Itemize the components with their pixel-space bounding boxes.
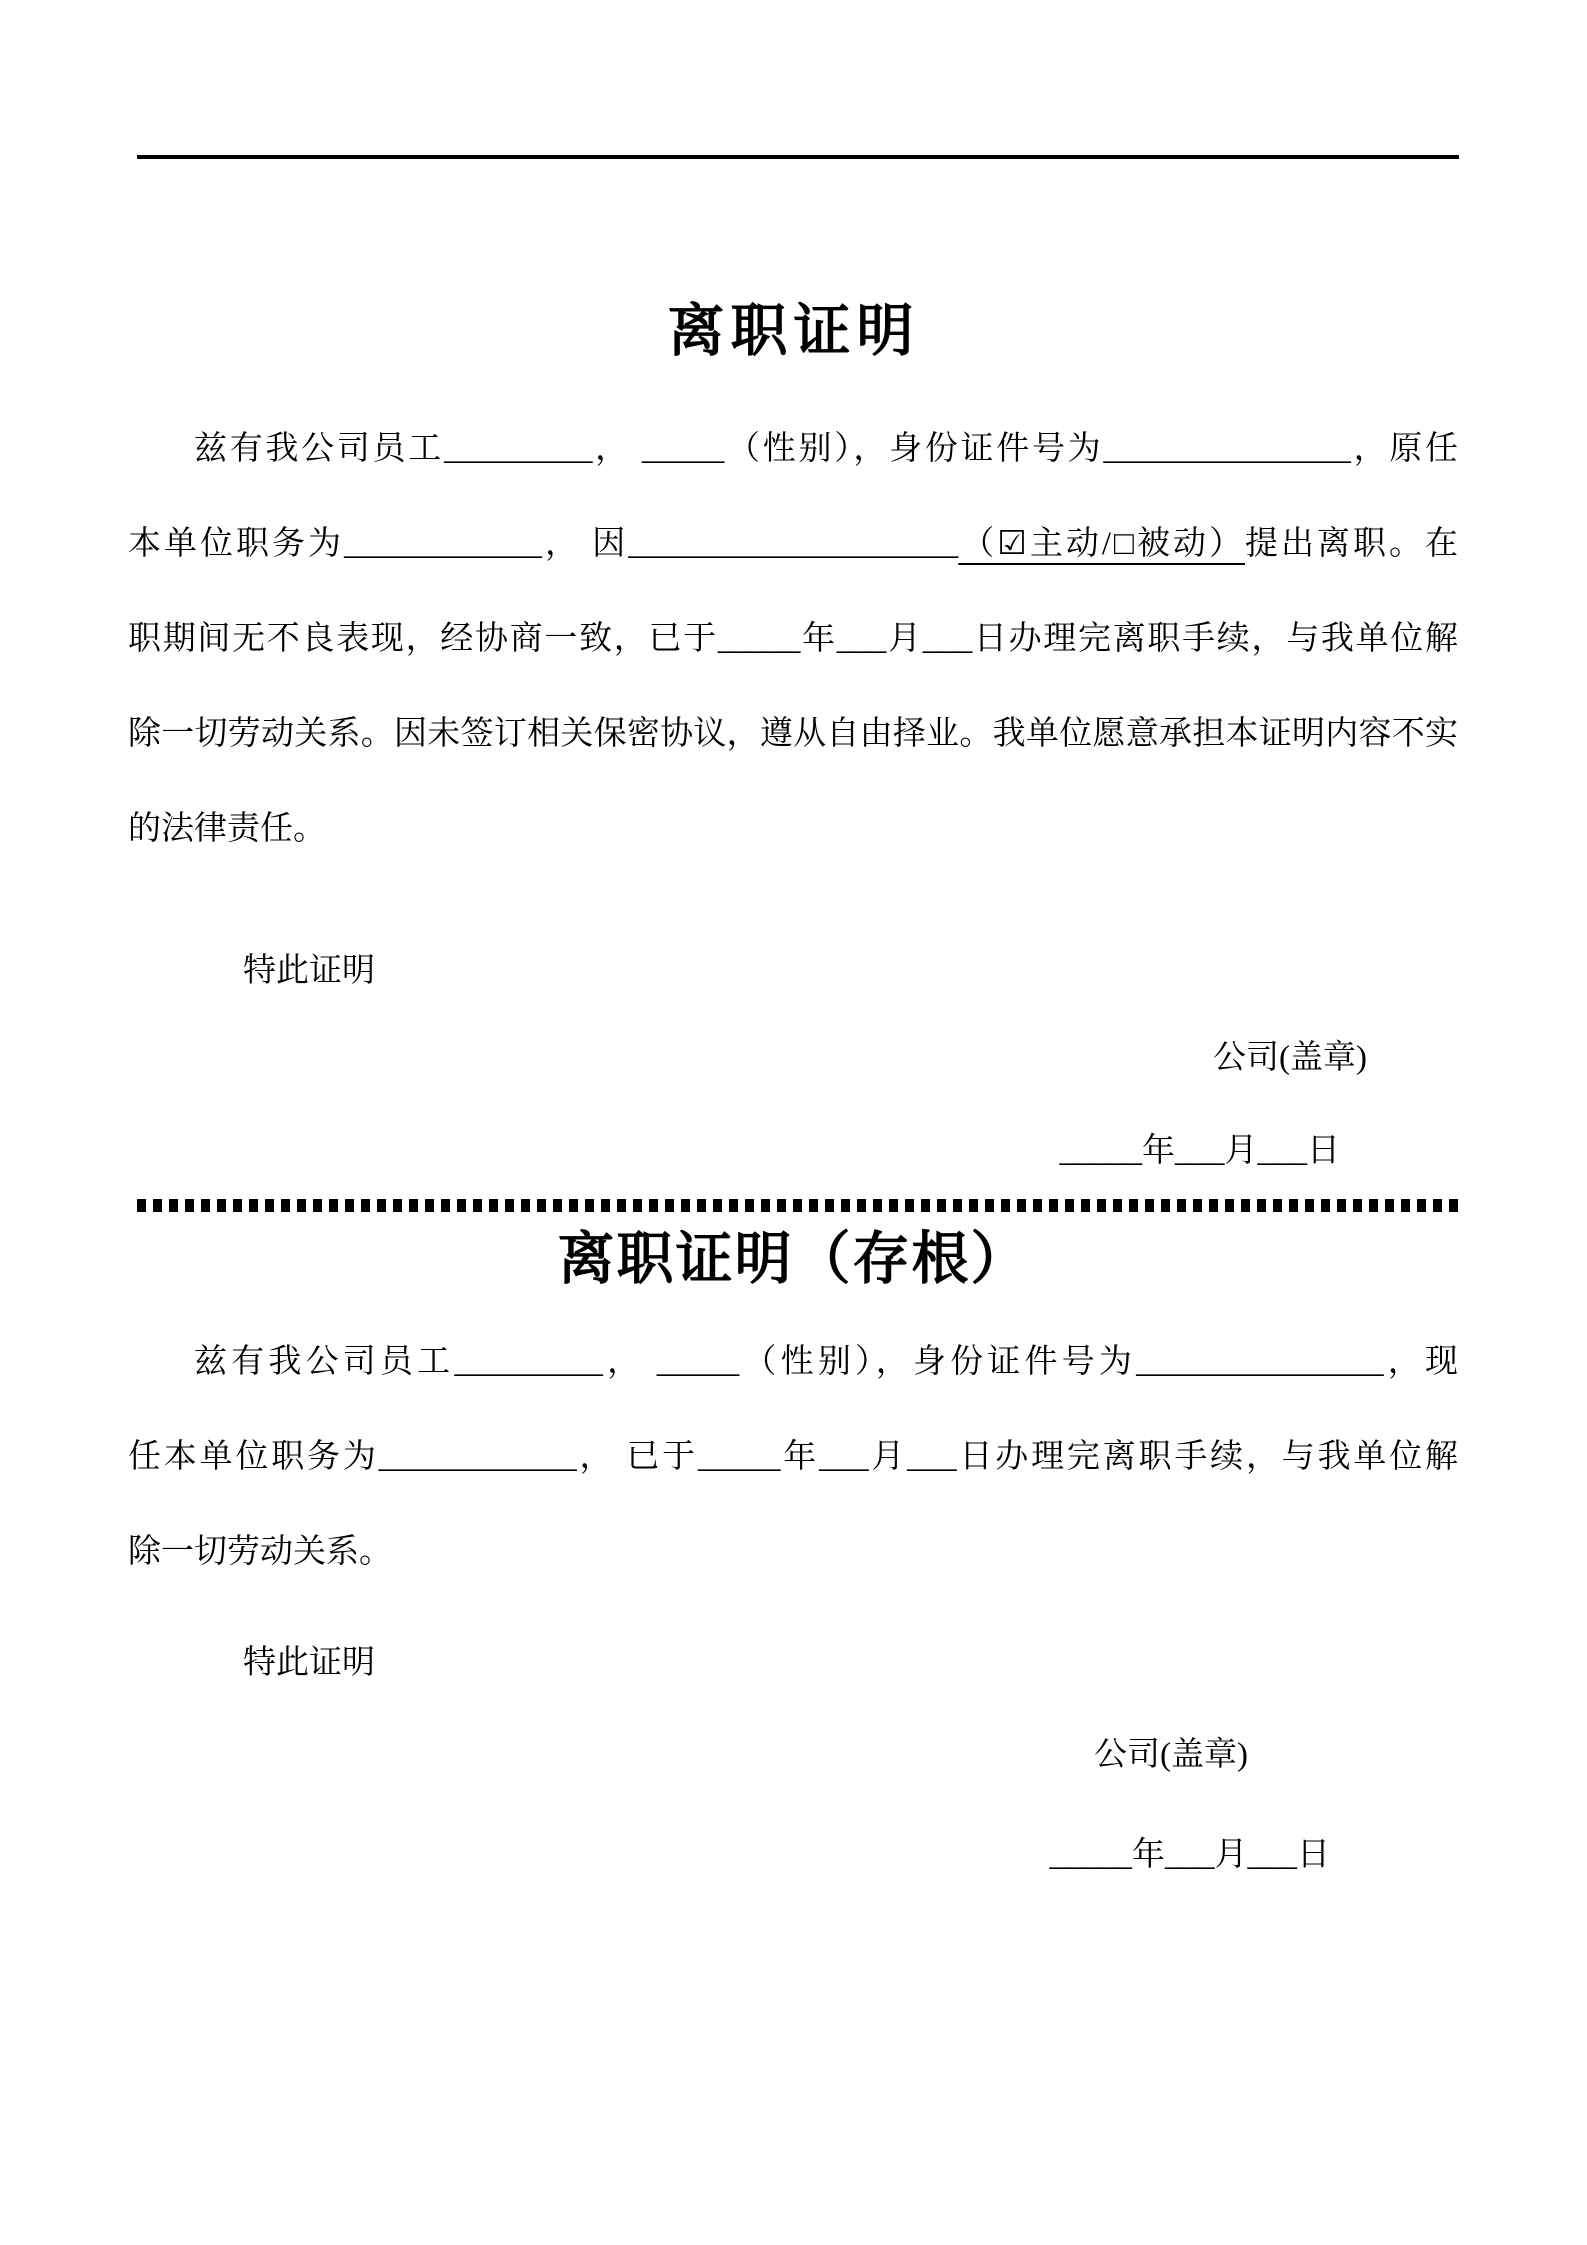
stub-company-seal-label: 公司(盖章) <box>1094 1737 1248 1773</box>
certificate-paragraph <box>128 402 1458 877</box>
stub-title: 离职证明（存根） <box>557 1228 1030 1291</box>
resign-type-checkbox-options: （☑主动/□被动） <box>958 526 1245 562</box>
top-rule <box>137 155 1459 159</box>
certificate-line-5: 的法律责任。 <box>128 811 326 847</box>
stub-paragraph <box>128 1315 1458 1600</box>
stub-line-2: 任本单位职务为____________， 已于_____年___月___日办理完离职手续，与我单位解 <box>128 1439 1458 1475</box>
certificate-line-4: 除一切劳动关系。因未签订相关保密协议，遵从自由择业。我单位愿意承担本证明内容不实 <box>128 716 1458 752</box>
stub-line-1: 兹有我公司员工_________， _____（性别），身份证件号为_______________，现 <box>194 1344 1458 1380</box>
tear-line-separator <box>137 1199 1459 1212</box>
certificate-date-line: _____年___月___日 <box>1059 1133 1340 1169</box>
certificate-closing: 特此证明 <box>243 953 375 989</box>
certificate-line-2 <box>128 497 1458 592</box>
certificate-line-3: 职期间无不良表现，经协商一致，已于_____年___月___日办理完离职手续，与我单位解 <box>128 621 1458 657</box>
certificate-company-seal-label: 公司(盖章) <box>1213 1040 1367 1076</box>
stub-line-3: 除一切劳动关系。 <box>128 1534 392 1570</box>
certificate-title: 离职证明 <box>667 300 920 363</box>
stub-date-line: _____年___月___日 <box>1049 1837 1330 1873</box>
certificate-line-2-post: 提出离职。在 <box>1245 526 1459 562</box>
certificate-line-1: 兹有我公司员工_________， _____（性别），身份证件号为_______________，原任 <box>194 431 1458 467</box>
stub-closing: 特此证明 <box>243 1645 375 1681</box>
certificate-line-2-pre: 本单位职务为____________， 因____________________ <box>128 526 959 562</box>
